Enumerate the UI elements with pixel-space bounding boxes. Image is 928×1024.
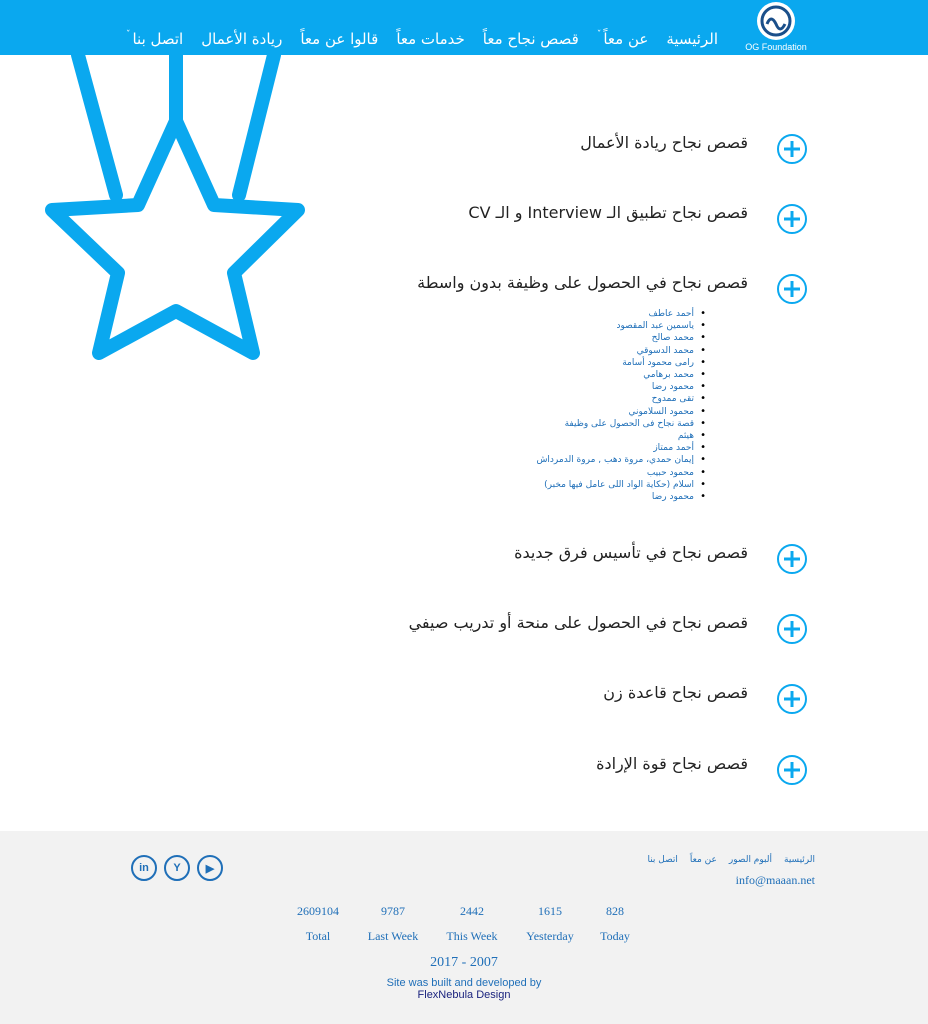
chevron-down-icon: ˇ xyxy=(125,30,131,40)
story-link[interactable]: • أحمد ممتاز xyxy=(536,442,706,454)
plus-circle-icon[interactable] xyxy=(776,683,808,715)
stat-value: 2609104 xyxy=(297,904,339,918)
story-link[interactable]: • اسلام (حكاية الواد اللى عامل فيها مخبر) xyxy=(536,479,706,491)
nav-entrepreneurship[interactable]: ريادة الأعمال xyxy=(201,30,283,48)
stat-value: 9787 xyxy=(381,904,405,918)
stat-label: Today xyxy=(600,929,630,943)
top-navbar xyxy=(0,0,928,55)
accordion-item-scholarship-internship[interactable] xyxy=(308,613,808,653)
nav-home[interactable]: الرئيسية xyxy=(666,30,718,48)
story-link[interactable]: • محمد صالح xyxy=(536,332,706,344)
accordion-title: قصص نجاح قوة الإرادة xyxy=(596,754,748,773)
story-link[interactable]: • رامى محمود أسامة xyxy=(536,357,706,369)
story-link[interactable]: • أحمد عاطف xyxy=(536,308,706,320)
story-link[interactable]: • تقى ممدوح xyxy=(536,393,706,405)
nav-services[interactable]: خدمات معاً xyxy=(396,30,465,48)
youtube-icon[interactable]: ▶ xyxy=(197,855,223,881)
plus-circle-icon[interactable] xyxy=(776,203,808,235)
footer-link-contact[interactable]: اتصل بنا xyxy=(647,855,678,865)
accordion-item-willpower[interactable] xyxy=(308,754,808,794)
built-by-text: Site was built and developed by xyxy=(386,977,542,989)
footer-link-about[interactable]: عن معاً xyxy=(689,855,717,865)
nav-success-stories[interactable]: قصص نجاح معاً xyxy=(482,30,579,48)
story-link[interactable]: • محمود السلاموني xyxy=(536,406,706,418)
story-link[interactable]: • هيثم xyxy=(536,430,706,442)
stat-label: This Week xyxy=(446,929,498,943)
plus-circle-icon[interactable] xyxy=(776,613,808,645)
accordion-item-interview-cv[interactable] xyxy=(308,203,808,243)
story-link[interactable]: • ياسمين عبد المقصود xyxy=(536,320,706,332)
logo-text: OG Foundation xyxy=(745,42,807,52)
site-logo[interactable] xyxy=(744,2,808,54)
linkedin-icon[interactable]: in xyxy=(131,855,157,881)
accordion-title: قصص نجاح في تأسيس فرق جديدة xyxy=(514,543,748,562)
nav-testimonials[interactable]: قالوا عن معاً xyxy=(300,30,379,48)
footer-email[interactable]: info@maaan.net xyxy=(735,873,815,887)
accordion-item-new-teams[interactable] xyxy=(308,543,808,583)
nav-contact[interactable] xyxy=(126,30,183,48)
y-icon[interactable]: Y xyxy=(164,855,190,881)
accordion-title: قصص نجاح قاعدة زن xyxy=(603,683,748,702)
stat-value: 2442 xyxy=(460,904,484,918)
footer xyxy=(0,831,928,1024)
accordion-item-zen-rule[interactable] xyxy=(308,683,808,723)
stat-label: Total xyxy=(305,929,331,943)
accordion-item-entrepreneurship[interactable] xyxy=(308,133,808,173)
footer-link-photos[interactable]: ألبوم الصور xyxy=(728,855,772,865)
story-link[interactable]: • محمود رضا xyxy=(536,491,706,503)
plus-circle-icon[interactable] xyxy=(776,543,808,575)
star-medal-icon xyxy=(40,55,310,365)
main-nav xyxy=(126,30,718,48)
accordion-title: قصص نجاح تطبيق الـ Interview و الـ CV xyxy=(468,203,748,222)
chevron-down-icon: ˇ xyxy=(596,30,602,40)
story-link[interactable]: • إيمان حمدي، مروة دهب , مروة الدمرداش xyxy=(536,454,706,466)
stat-value: 1615 xyxy=(538,904,562,918)
plus-circle-icon[interactable] xyxy=(776,273,808,305)
plus-circle-icon[interactable] xyxy=(776,133,808,165)
nav-about-label: عن معاً xyxy=(603,30,649,48)
story-link[interactable]: • قصة نجاح فى الحصول على وظيفة xyxy=(536,418,706,430)
footer-link-home[interactable]: الرئيسية xyxy=(784,855,815,865)
stat-value: 828 xyxy=(606,904,624,918)
story-list xyxy=(536,308,706,503)
story-link[interactable]: • محمد الدسوقي xyxy=(536,345,706,357)
accordion-title: قصص نجاح ريادة الأعمال xyxy=(580,133,748,152)
story-link[interactable]: • محمود حبيب xyxy=(536,467,706,479)
stat-label: Yesterday xyxy=(526,929,574,943)
accordion-item-job-without-connections[interactable] xyxy=(308,273,808,313)
plus-circle-icon[interactable] xyxy=(776,754,808,786)
copyright-years: 2017 - 2007 xyxy=(430,955,498,970)
footer-links xyxy=(647,855,815,865)
nav-contact-label: اتصل بنا xyxy=(132,30,184,48)
nav-about[interactable] xyxy=(597,30,648,48)
accordion-title: قصص نجاح في الحصول على وظيفة بدون واسطة xyxy=(417,273,748,292)
logo-mark xyxy=(757,2,795,40)
developer-link[interactable]: FlexNebula Design xyxy=(417,989,511,1001)
accordion-title: قصص نجاح في الحصول على منحة أو تدريب صيفي xyxy=(408,613,748,632)
story-link[interactable]: • محمد برهامي xyxy=(536,369,706,381)
story-link[interactable]: • محمود رضا xyxy=(536,381,706,393)
stat-label: Last Week xyxy=(367,929,419,943)
